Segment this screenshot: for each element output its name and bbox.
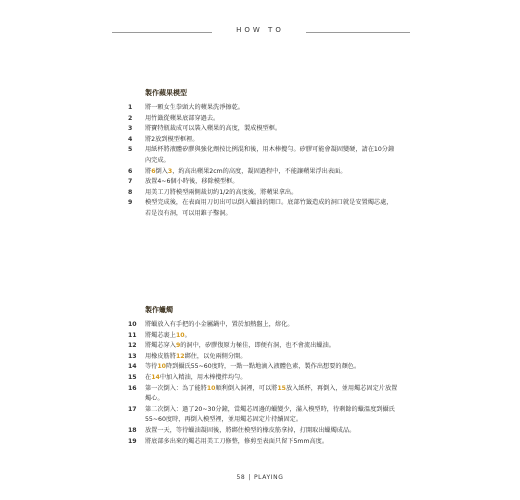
step-number: 15: [128, 373, 137, 381]
apple-model-steps: [128, 103, 398, 220]
step-reference: 9: [175, 342, 181, 350]
step-text: [145, 384, 398, 405]
step-number: 3: [128, 125, 133, 133]
step-text-part: 將燭芯穿入: [145, 342, 176, 350]
step-reference: 12: [175, 352, 185, 360]
step-item: [128, 177, 398, 188]
step-number: 18: [128, 426, 137, 434]
step-number: 11: [128, 331, 137, 339]
step-text-part: 將寶特瓶裁成可以裝入蘋果的高度，製成模型框。: [145, 125, 282, 133]
step-text: [145, 320, 398, 331]
step-text-part: 倒入: [155, 167, 168, 175]
step-number: 14: [128, 363, 137, 371]
step-reference: 3: [167, 167, 173, 175]
step-text-part: 將: [145, 167, 152, 175]
page-number: 58: [236, 474, 246, 481]
step-text: [145, 103, 398, 114]
step-text-part: ，約高出蘋果2cm的高度，凝固過程中，不能讓蘋果浮出表面。: [172, 167, 347, 175]
step-item: [128, 384, 398, 405]
step-item: [128, 362, 398, 373]
step-reference: 14: [151, 373, 160, 381]
step-number: 4: [128, 135, 133, 143]
step-item: [128, 373, 398, 384]
step-text-part: 等待: [145, 363, 158, 371]
step-reference: 15: [277, 384, 286, 392]
step-text-part: 將蠟放入有手把的小金屬鍋中，置於加熱盤上，熔化。: [145, 321, 294, 328]
step-item: [128, 167, 398, 178]
step-text: [145, 177, 398, 188]
candle-steps: [128, 320, 398, 447]
step-text-part: 第一次倒入：為了能將: [145, 384, 207, 392]
step-text-part: 放置一天，等待蠟油凝固後，將綁住模型的橡皮筋拿掉，打開取出蠟燭成品。: [145, 426, 356, 434]
step-text-part: 將燭芯裹上: [145, 331, 176, 339]
step-text: [145, 188, 398, 199]
step-item: [128, 124, 398, 135]
step-text-part: 將2放到模型框裡。: [145, 135, 199, 143]
step-text: [145, 405, 398, 426]
step-text-part: 用紙杯將液體矽膠與強化劑按比例混和後，用木棒攪勻。矽膠可能會凝固變硬，請在10分鐘內完成。: [145, 146, 395, 164]
footer-separator: |: [248, 474, 251, 481]
step-text-part: 將底部多出來的燭芯用美工刀修整，修剪至表面只留下5mm高度。: [145, 437, 329, 445]
step-number: 13: [128, 352, 137, 360]
step-number: 9: [128, 199, 133, 207]
step-text-part: 。: [184, 331, 191, 339]
step-number: 2: [128, 114, 133, 122]
step-item: [128, 331, 398, 342]
step-text-part: 用橡皮筋將: [145, 352, 176, 360]
step-number: 19: [128, 437, 137, 445]
step-item: [128, 103, 398, 114]
step-number: 5: [128, 146, 133, 154]
step-number: 12: [128, 342, 137, 350]
step-text-part: 第二次倒入：過了20~30分鐘，當燭芯周邊的蠟變少，滿入模型時，待剩餘的蠟溫度到攝氏55~60度時，再倒入模型裡，並用燭芯固定片持續固定。: [145, 405, 395, 424]
step-text: [145, 198, 398, 219]
step-item: [128, 188, 398, 199]
step-number: 8: [128, 188, 133, 196]
step-number: 7: [128, 178, 133, 186]
step-item: [128, 341, 398, 352]
step-text-part: 順利倒入洞裡，可以將: [215, 384, 278, 392]
step-text-part: 綁住，以免兩側分開。: [184, 352, 247, 360]
step-number: 1: [128, 104, 133, 111]
step-item: [128, 320, 398, 331]
step-item: [128, 426, 398, 437]
step-number: 10: [128, 321, 137, 328]
header-rule-right: [306, 32, 410, 33]
step-text: [145, 373, 398, 384]
step-reference: 6: [151, 167, 156, 175]
step-text: [145, 362, 398, 373]
step-text: [145, 145, 398, 166]
step-text-part: 在: [145, 373, 152, 381]
step-text: [145, 426, 398, 437]
step-reference: 10: [206, 384, 216, 392]
page-header: [0, 24, 520, 42]
step-item: [128, 145, 398, 166]
section-title-candle: 製作蠟燭: [145, 306, 173, 314]
step-text-part: 用竹籤從蘋果底部穿過去。: [145, 114, 220, 122]
step-text: [145, 341, 398, 352]
step-reference: 10: [175, 331, 185, 339]
step-item: [128, 437, 398, 448]
step-text: [145, 114, 398, 125]
step-text: [145, 352, 398, 363]
step-number: 6: [128, 167, 133, 175]
step-number: 16: [128, 384, 137, 392]
step-text-part: 中加入精油，用木棒攪拌均勻。: [159, 373, 247, 381]
step-number: 17: [128, 405, 137, 413]
section-title-apple-model: 製作蘋果模型: [145, 89, 187, 97]
step-text-part: 用美工刀將模型兩側裁切約1/2的高度後，將蘋果拿出。: [145, 188, 298, 196]
step-item: [128, 405, 398, 426]
step-reference: 10: [157, 363, 166, 371]
step-item: [128, 114, 398, 125]
footer-label: PLAYING: [253, 474, 284, 481]
step-text: [145, 124, 398, 135]
step-text: [145, 135, 398, 146]
step-item: [128, 352, 398, 363]
step-text: [145, 167, 398, 178]
step-item: [128, 198, 398, 219]
step-text-part: 的洞中，矽膠復原力極佳，即便有洞，也不會流出蠟油。: [180, 342, 335, 350]
step-text-part: 放置4~6個小時後，移除模型框。: [145, 178, 239, 186]
step-text-part: 模型完成後，在表面用刀切出可以倒入蠟油的開口。底部竹籤造成的洞口就是安置燭芯處，若是沒有洞，可以用錐子鑿洞。: [145, 199, 393, 217]
page-footer: [0, 474, 520, 481]
step-text: [145, 437, 398, 448]
header-title: HOW TO: [236, 26, 284, 34]
step-text: [145, 331, 398, 342]
step-text-part: 放入紙杯，再倒入，並用燭芯固定片放置燭心。: [145, 384, 398, 403]
step-text-part: 降到攝氏55~60度時，一點一點地滴入液體色素，製作出想要的顏色。: [166, 363, 361, 371]
step-text-part: 將一顆女生拳頭大的蘋果洗淨擦乾。: [145, 104, 244, 111]
step-item: [128, 135, 398, 146]
